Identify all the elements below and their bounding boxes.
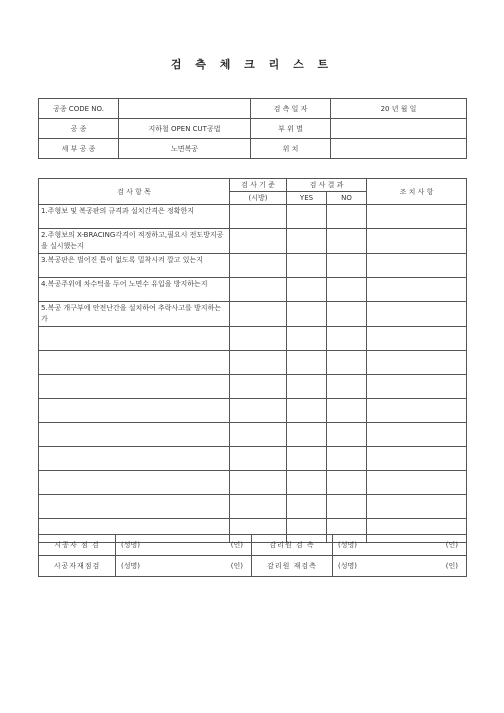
standard-cell[interactable] bbox=[230, 495, 287, 519]
supervisor-inspect-name[interactable]: (성명) bbox=[333, 535, 395, 556]
sub-work-label: 세 부 공 종 bbox=[39, 139, 119, 159]
check-item bbox=[39, 375, 230, 399]
code-value[interactable] bbox=[119, 99, 251, 119]
check-item: 1.주형보 및 복공판의 규격과 설치간격은 정확한지 bbox=[39, 205, 230, 229]
header-standard: 검 사 기 준 bbox=[230, 179, 287, 192]
contractor-check-name[interactable]: (성명) bbox=[116, 535, 178, 556]
yes-cell[interactable] bbox=[287, 229, 327, 254]
no-cell[interactable] bbox=[327, 278, 367, 302]
standard-cell[interactable] bbox=[230, 205, 287, 229]
standard-cell[interactable] bbox=[230, 254, 287, 278]
no-cell[interactable] bbox=[327, 351, 367, 375]
yes-cell[interactable] bbox=[287, 254, 327, 278]
action-cell[interactable] bbox=[367, 495, 467, 519]
supervisor-inspect-seal[interactable]: (인) bbox=[395, 535, 467, 556]
standard-cell[interactable] bbox=[230, 327, 287, 351]
check-item bbox=[39, 327, 230, 351]
standard-cell[interactable] bbox=[230, 351, 287, 375]
header-standard-sub: (시방) bbox=[230, 192, 287, 205]
standard-cell[interactable] bbox=[230, 278, 287, 302]
signoff-table bbox=[38, 534, 467, 577]
no-cell[interactable] bbox=[327, 495, 367, 519]
work-value[interactable]: 지하철 OPEN CUT공법 bbox=[119, 119, 251, 139]
checklist-table bbox=[38, 178, 467, 543]
yes-cell[interactable] bbox=[287, 495, 327, 519]
yes-cell[interactable] bbox=[287, 423, 327, 447]
standard-cell[interactable] bbox=[230, 229, 287, 254]
action-cell[interactable] bbox=[367, 278, 467, 302]
table-row bbox=[39, 351, 467, 375]
sub-work-value[interactable]: 노면복공 bbox=[119, 139, 251, 159]
header-item: 검 사 항 목 bbox=[39, 179, 230, 205]
table-row bbox=[39, 495, 467, 519]
action-cell[interactable] bbox=[367, 471, 467, 495]
header-action: 조 치 사 항 bbox=[367, 179, 467, 205]
contractor-check-label: 시공자 점 검 bbox=[39, 535, 116, 556]
header-yes: YES bbox=[287, 192, 327, 205]
part-value[interactable] bbox=[331, 119, 467, 139]
yes-cell[interactable] bbox=[287, 399, 327, 423]
no-cell[interactable] bbox=[327, 399, 367, 423]
check-item: 2.주형보의 X-BRACING각격이 적정하고,필요시 전도방지공을 실시했는지 bbox=[39, 229, 230, 254]
action-cell[interactable] bbox=[367, 327, 467, 351]
contractor-recheck-label: 시공자재점검 bbox=[39, 556, 116, 577]
no-cell[interactable] bbox=[327, 254, 367, 278]
action-cell[interactable] bbox=[367, 447, 467, 471]
supervisor-reinspect-seal[interactable]: (인) bbox=[395, 556, 467, 577]
table-row bbox=[39, 254, 467, 278]
no-cell[interactable] bbox=[327, 302, 367, 327]
yes-cell[interactable] bbox=[287, 302, 327, 327]
standard-cell[interactable] bbox=[230, 399, 287, 423]
table-row bbox=[39, 302, 467, 327]
no-cell[interactable] bbox=[327, 205, 367, 229]
yes-cell[interactable] bbox=[287, 278, 327, 302]
check-item: 4.복공주위에 차수턱을 두어 노면수 유입을 방지하는지 bbox=[39, 278, 230, 302]
location-label: 위 치 bbox=[251, 139, 331, 159]
date-label: 검 측 일 자 bbox=[251, 99, 331, 119]
action-cell[interactable] bbox=[367, 351, 467, 375]
supervisor-inspect-label: 감리원 검 측 bbox=[252, 535, 333, 556]
supervisor-reinspect-name[interactable]: (성명) bbox=[333, 556, 395, 577]
standard-cell[interactable] bbox=[230, 302, 287, 327]
action-cell[interactable] bbox=[367, 229, 467, 254]
yes-cell[interactable] bbox=[287, 447, 327, 471]
action-cell[interactable] bbox=[367, 302, 467, 327]
check-item: 5.복공 개구부에 안전난간을 설치하여 추락사고를 방지하는가 bbox=[39, 302, 230, 327]
table-row bbox=[39, 471, 467, 495]
part-label: 부 위 별 bbox=[251, 119, 331, 139]
contractor-recheck-name[interactable]: (성명) bbox=[116, 556, 178, 577]
no-cell[interactable] bbox=[327, 327, 367, 351]
no-cell[interactable] bbox=[327, 423, 367, 447]
no-cell[interactable] bbox=[327, 447, 367, 471]
check-item bbox=[39, 399, 230, 423]
contractor-recheck-seal[interactable]: (인) bbox=[178, 556, 252, 577]
standard-cell[interactable] bbox=[230, 471, 287, 495]
no-cell[interactable] bbox=[327, 375, 367, 399]
header-no: NO bbox=[327, 192, 367, 205]
standard-cell[interactable] bbox=[230, 375, 287, 399]
action-cell[interactable] bbox=[367, 423, 467, 447]
yes-cell[interactable] bbox=[287, 375, 327, 399]
supervisor-reinspect-label: 감리원 재검측 bbox=[252, 556, 333, 577]
location-value[interactable] bbox=[331, 139, 467, 159]
check-item bbox=[39, 471, 230, 495]
table-row bbox=[39, 423, 467, 447]
action-cell[interactable] bbox=[367, 254, 467, 278]
check-item bbox=[39, 495, 230, 519]
header-result: 검 사 결 과 bbox=[287, 179, 367, 192]
standard-cell[interactable] bbox=[230, 423, 287, 447]
table-row bbox=[39, 327, 467, 351]
code-label: 공종 CODE NO. bbox=[39, 99, 119, 119]
check-item: 3.복공판은 벌어진 틈이 없도록 밀착시켜 깔고 있는지 bbox=[39, 254, 230, 278]
no-cell[interactable] bbox=[327, 229, 367, 254]
contractor-check-seal[interactable]: (인) bbox=[178, 535, 252, 556]
standard-cell[interactable] bbox=[230, 447, 287, 471]
table-row bbox=[39, 447, 467, 471]
check-item bbox=[39, 447, 230, 471]
yes-cell[interactable] bbox=[287, 205, 327, 229]
table-row bbox=[39, 399, 467, 423]
no-cell[interactable] bbox=[327, 471, 367, 495]
yes-cell[interactable] bbox=[287, 351, 327, 375]
action-cell[interactable] bbox=[367, 399, 467, 423]
table-row bbox=[39, 205, 467, 229]
yes-cell[interactable] bbox=[287, 327, 327, 351]
action-cell[interactable] bbox=[367, 205, 467, 229]
info-table bbox=[38, 98, 467, 159]
document-title: 검 측 체 크 리 스 트 bbox=[170, 58, 334, 71]
date-value[interactable]: 20 년 월 일 bbox=[331, 99, 467, 119]
check-item bbox=[39, 351, 230, 375]
table-row bbox=[39, 278, 467, 302]
work-label: 공 종 bbox=[39, 119, 119, 139]
action-cell[interactable] bbox=[367, 375, 467, 399]
table-row bbox=[39, 229, 467, 254]
yes-cell[interactable] bbox=[287, 471, 327, 495]
table-row bbox=[39, 375, 467, 399]
check-item bbox=[39, 423, 230, 447]
